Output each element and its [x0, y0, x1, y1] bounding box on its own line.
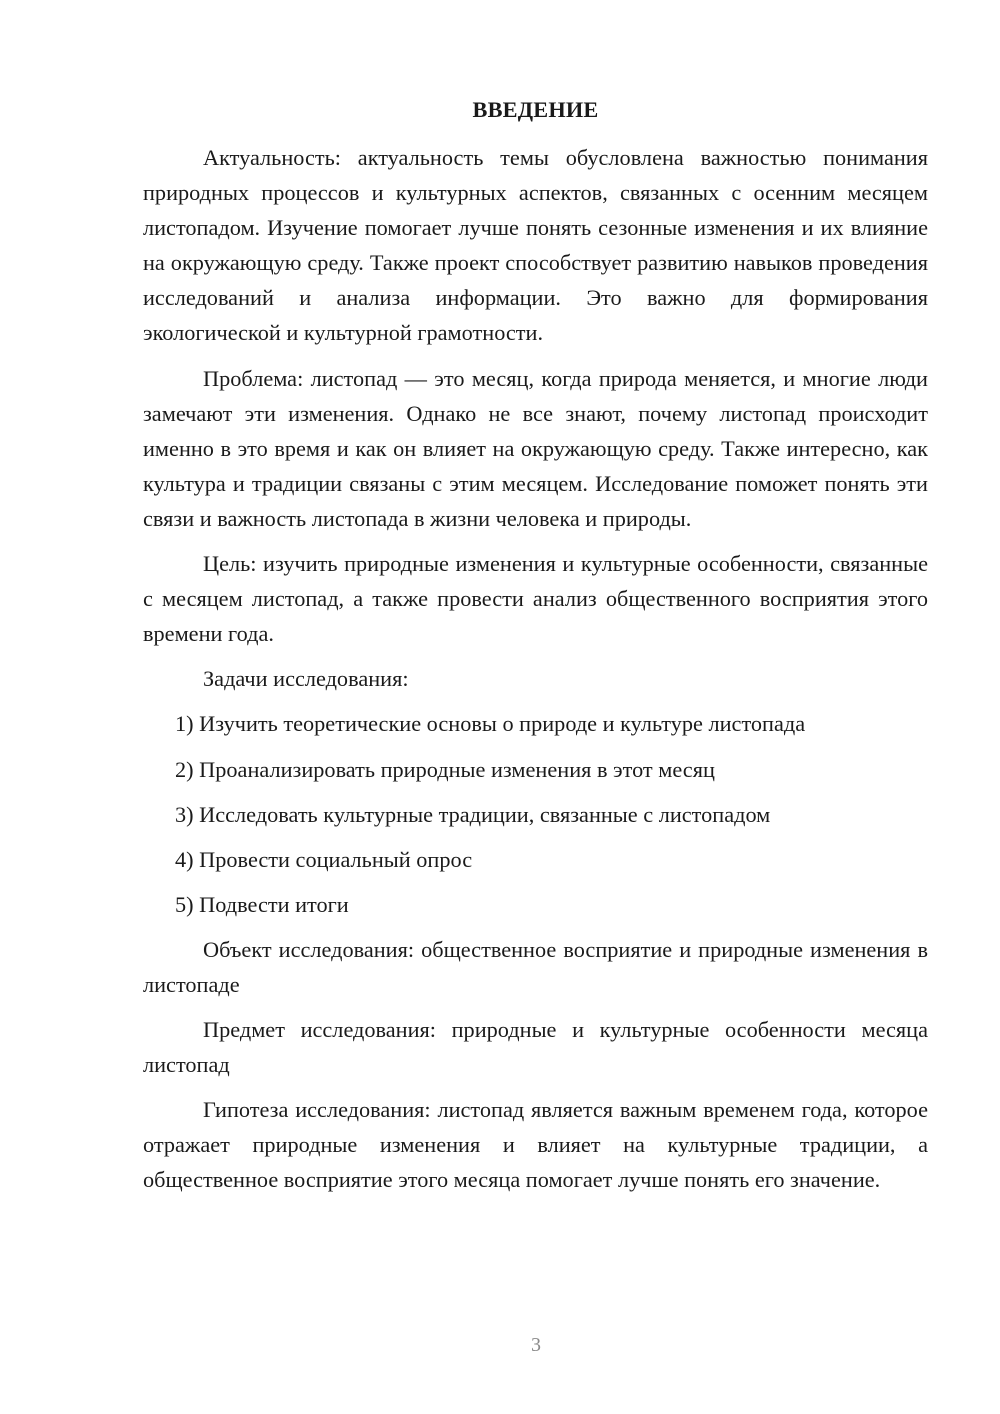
page-number: 3	[531, 1334, 541, 1356]
tasks-heading: Задачи исследования:	[203, 666, 409, 692]
task-item: 5) Подвести итоги	[175, 891, 349, 917]
task-item: 3) Исследовать культурные традиции, связанные с листопадом	[175, 801, 771, 827]
task-item: 1) Изучить теоретические основы о природе и культуре листопада	[175, 711, 806, 737]
hypothesis-paragraph: Гипотеза исследования: листопад является важным временем года, которое отражает природные изменения и влияет на культурные традиции, а общественное восприятие этого месяца помогает лучше понять его значение.	[143, 1097, 928, 1193]
object-paragraph: Объект исследования: общественное восприятие и природные изменения в листопаде	[143, 936, 928, 997]
task-item: 2) Проанализировать природные изменения в этот месяц	[175, 756, 715, 782]
subject-paragraph: Предмет исследования: природные и культурные особенности месяца листопад	[143, 1017, 928, 1078]
tasks-list	[143, 706, 928, 921]
problem-paragraph: Проблема: листопад — это месяц, когда природа меняется, и многие люди замечают эти изменения. Однако не все знают, почему листопад происходит именно в это время и как он влияет на окружающую среду. Также интересно, как культура и традиции связаны с этим месяцем. Исследование поможет понять эти связи и важность листопада в жизни человека и природы.	[143, 365, 928, 531]
document-page	[143, 92, 928, 1208]
goal-paragraph: Цель: изучить природные изменения и культурные особенности, связанные с месяцем листопад, а также провести анализ общественного восприятия этого времени года.	[143, 551, 928, 647]
task-item: 4) Провести социальный опрос	[175, 846, 473, 872]
section-title: ВВЕДЕНИЕ	[472, 97, 599, 122]
relevance-paragraph: Актуальность: актуальность темы обусловлена важностью понимания природных процессов и культурных аспектов, связанных с осенним месяцем листопадом. Изучение помогает лучше понять сезонные изменения и их влияние на окружающую среду. Также проект способствует развитию навыков проведения исследований и анализа информации. Это важно для формирования экологической и культурной грамотности.	[143, 145, 928, 346]
